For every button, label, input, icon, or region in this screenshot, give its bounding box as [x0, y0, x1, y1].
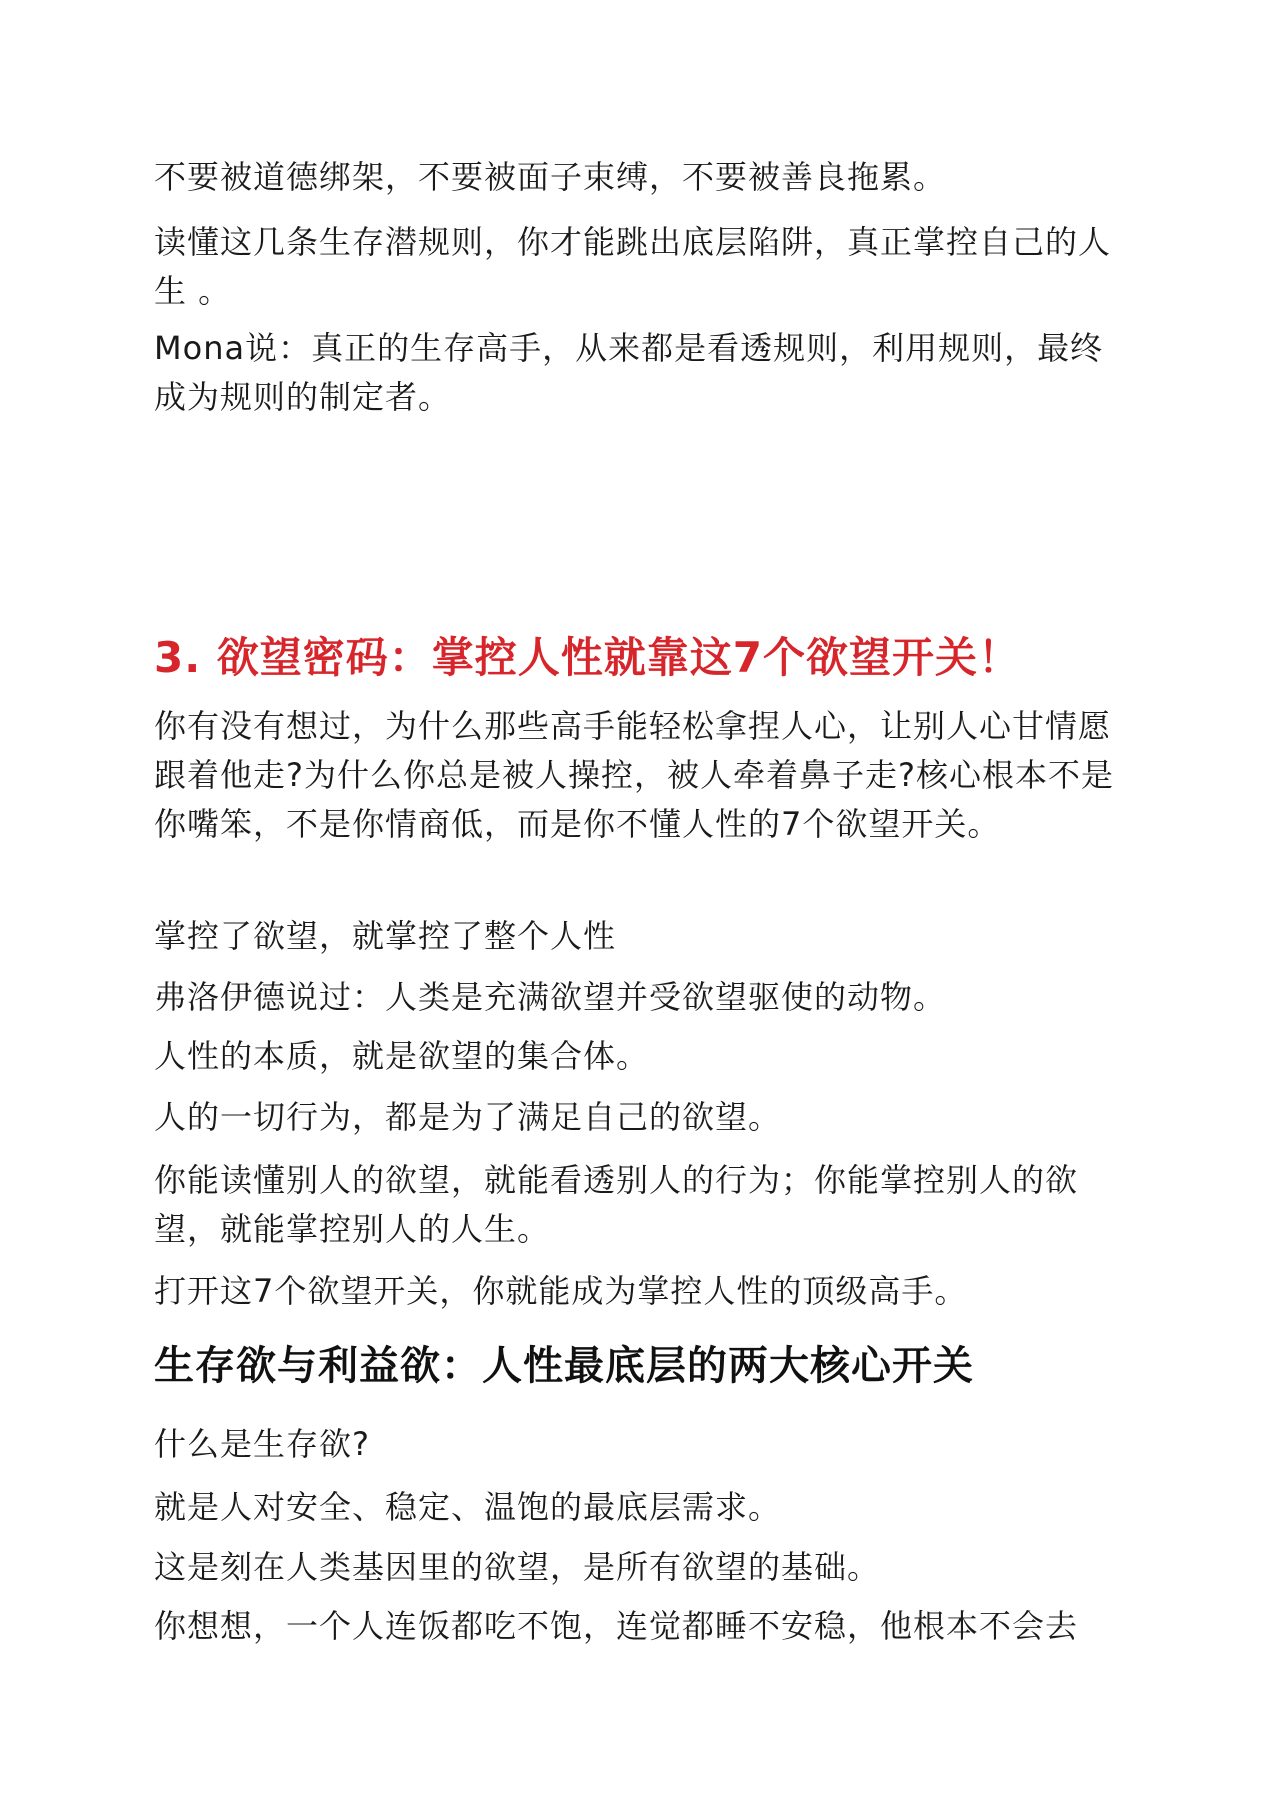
paragraph-survival-rules: 读懂这几条生存潜规则，你才能跳出底层陷阱，真正掌控自己的人 生 。: [154, 223, 1112, 310]
paragraph-control-desire: 掌控了欲望，就掌控了整个人性: [154, 917, 617, 955]
paragraph-mona-quote: Mona说：真正的生存高手，从来都是看透规则，利用规则，最终 成为规则的制定者。: [154, 329, 1104, 416]
paragraph-intro-question: 你有没有想过，为什么那些高手能轻松拿捏人心，让别人心甘情愿跟着他走?为什么你总是被人操控，被人牵着鼻子走?核心根本不是你嘴笨，不是你情商低，而是你不懂人性的7个欲望开关。: [154, 707, 1114, 843]
paragraph-what-is-survival: 什么是生存欲?: [154, 1425, 370, 1463]
paragraph-freud-quote: 弗洛伊德说过：人类是充满欲望并受欲望驱使的动物。: [154, 978, 947, 1016]
paragraph-human-nature: 人性的本质，就是欲望的集合体。: [154, 1037, 650, 1075]
section-heading-desire-code: 3. 欲望密码：掌控人性就靠这7个欲望开关！: [154, 633, 1022, 682]
paragraph-read-desire: 你能读懂别人的欲望，就能看透别人的行为；你能掌控别人的欲望，就能掌控别人的人生。: [154, 1161, 1079, 1248]
paragraph-moral: 不要被道德绑架，不要被面子束缚，不要被善良拖累。: [154, 158, 947, 196]
paragraph-open-switches: 打开这7个欲望开关，你就能成为掌控人性的顶级高手。: [154, 1272, 968, 1310]
paragraph-basic-needs: 就是人对安全、稳定、温饱的最底层需求。: [154, 1488, 782, 1526]
paragraph-think-about: 你想想，一个人连饭都吃不饱，连觉都睡不安稳，他根本不会去: [154, 1607, 1079, 1645]
paragraph-gene-desire: 这是刻在人类基因里的欲望，是所有欲望的基础。: [154, 1548, 881, 1586]
subsection-heading-survival-interest: 生存欲与利益欲：人性最底层的两大核心开关: [154, 1343, 974, 1389]
paragraph-all-behavior: 人的一切行为，都是为了满足自己的欲望。: [154, 1098, 782, 1136]
